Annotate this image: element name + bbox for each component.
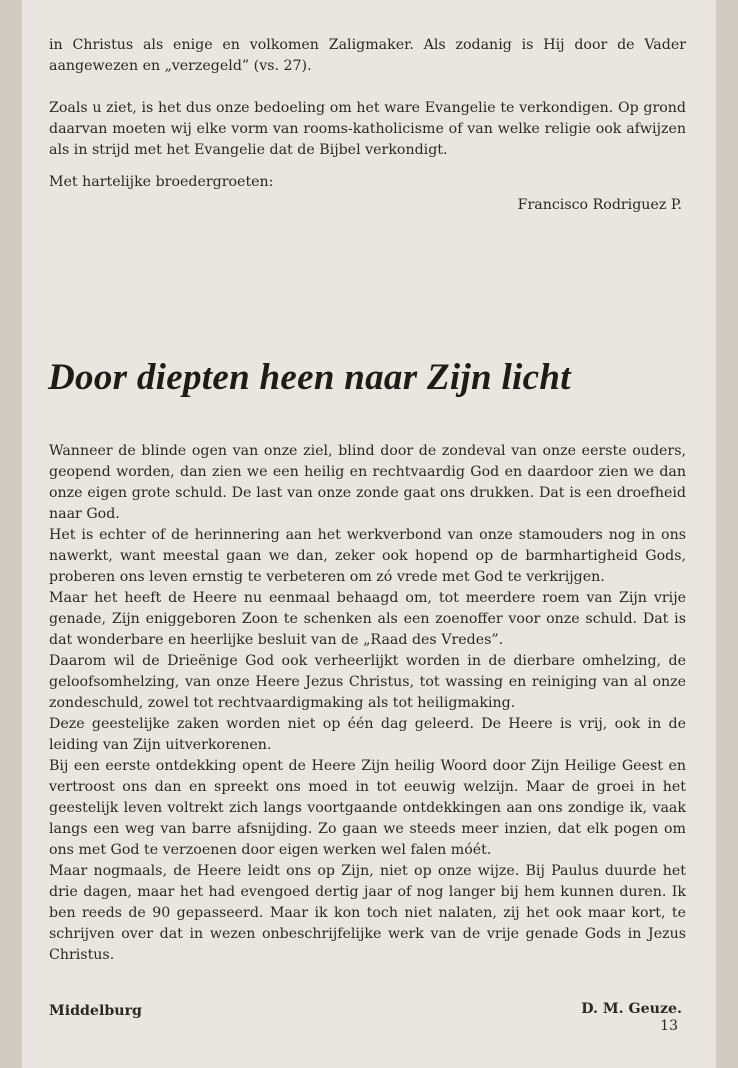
article-paragraph: Daarom wil de Drieënige God ook verheerlijkt worden in de dierbare omhelzing, de geloofsomhelzing, van onze Heere Jezus Christus, tot wassing en reiniging van al onze zondeschuld, zowel tot rechtvaardigmaking als tot heiligmaking. [49, 653, 686, 711]
article-paragraph: Maar nogmaals, de Heere leidt ons op Zijn, niet op onze wijze. Bij Paulus duurde het drie dagen, maar het had evengoed dertig jaar of nog langer bij hem kunnen duren. Ik ben reeds de 90 gepasseerd. Maar ik kon toch niet nalaten, zij het ook maar kort, te schrijven over dat in wezen onbeschrijfelijke werk van de vrije genade Gods in Jezus Christus. [49, 863, 686, 963]
article-paragraph: Deze geestelijke zaken worden niet op één dag geleerd. De Heere is vrij, ook in de leiding van Zijn uitverkorenen. [49, 716, 686, 753]
article-title: Door diepten heen naar Zijn licht [48, 357, 571, 398]
article-paragraph: Bij een eerste ontdekking opent de Heere Zijn heilig Woord door Zijn Heilige Geest en vertroost ons dan en spreekt ons moed in tot eeuwig welzijn. Maar de groei in het geestelijk leven voltrekt zich langs voortgaande ontdekkingen aan ons zondige ik, vaak langs een weg van barre afsnijding. Zo gaan we steeds meer inzien, dat elk pogen om ons met God te verzoenen door eigen werken wel falen móét. [49, 758, 686, 858]
intro-paragraph: in Christus als enige en volkomen Zaligmaker. Als zodanig is Hij door de Vader aangewezen en „verzegeld” (vs. 27). [49, 37, 686, 74]
article-paragraph: Wanneer de blinde ogen van onze ziel, blind door de zondeval van onze eerste ouders, geopend worden, dan zien we een heilig en rechtvaardig God en daardoor zien we dan onze eigen grote schuld. De last van onze zonde gaat ons drukken. Dat is een droefheid naar God. [49, 443, 686, 522]
article-paragraph: Maar het heeft de Heere nu eenmaal behaagd om, tot meerdere roem van Zijn vrije genade, Zijn eniggeboren Zoon te schenken als een zoenoffer voor onze schuld. Dat is dat wonderbare en heerlijke besluit van de „Raad des Vredes”. [49, 590, 686, 648]
greeting: Met hartelijke broedergroeten: [49, 174, 274, 190]
article-paragraph: Het is echter of de herinnering aan het werkverbond van onze stamouders nog in ons nawerkt, want meestal gaan we dan, zeker ook hopend op de barmhartigheid Gods, proberen ons leven ernstig te verbeteren om zó vrede met God te verkrijgen. [49, 527, 686, 585]
intro-paragraph: Zoals u ziet, is het dus onze bedoeling om het ware Evangelie te verkondigen. Op grond daarvan moeten wij elke vorm van rooms-katholicisme of van welke religie ook afwijzen als in strijd met het Evangelie dat de Bijbel verkondigt. [49, 100, 686, 158]
page-number: 13 [660, 1018, 678, 1034]
place-name: Middelburg [49, 1003, 142, 1019]
article-body [49, 441, 686, 966]
article-author: D. M. Geuze. [581, 1001, 682, 1017]
letter-signature: Francisco Rodriguez P. [517, 197, 682, 213]
document-page [22, 0, 716, 1068]
